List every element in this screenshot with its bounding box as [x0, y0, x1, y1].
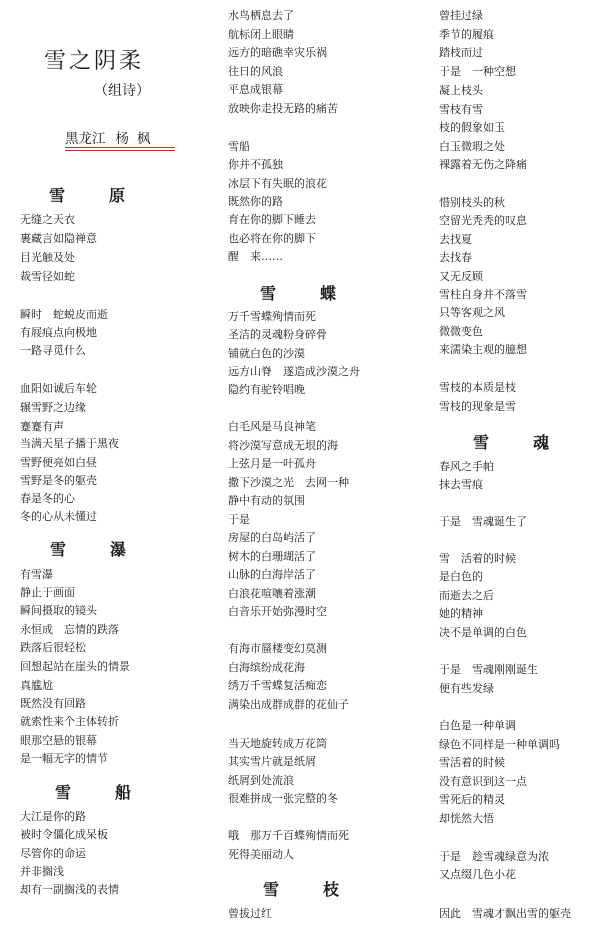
poem-line: 冬的心从未懂过 — [20, 510, 97, 523]
section-heading-xuechuan: 雪 船 — [55, 783, 146, 802]
poem-line: 跌落后很轻松 — [20, 641, 86, 654]
author-name-second: 枫 — [137, 131, 151, 147]
poem-line: 放映你走投无路的痛苦 — [228, 102, 338, 115]
poem-line: 被时令僵化成呆板 — [20, 828, 108, 841]
poem-line: 山脉的白海岸活了 — [228, 568, 316, 581]
poem-line: 决不是单调的白色 — [439, 626, 527, 639]
poem-line: 纸屑到处流浪 — [228, 774, 294, 787]
poem-line: 绣万千雪蝶复活痴恋 — [228, 679, 327, 692]
section-heading-xuezhi: 雪 枝 — [263, 880, 354, 899]
poem-line: 她的精神 — [439, 607, 483, 620]
poem-line: 曾拔过红 — [228, 907, 272, 920]
section-heading-xuehun: 雪 魂 — [473, 433, 564, 452]
poem-line: 雪野是冬的躯壳 — [20, 474, 97, 487]
poem-line: 尽管你的命运 — [20, 847, 86, 860]
poem-line: 蹇蹇有声 — [20, 420, 64, 433]
poem-line: 惜别枝头的秋 — [439, 196, 505, 209]
poem-line: 眼那空悬的银幕 — [20, 734, 97, 747]
section-heading-xuepu: 雪 瀑 — [50, 540, 141, 559]
poem-line: 白音乐开始弥漫时空 — [228, 605, 327, 618]
poem-line: 大江是你的路 — [20, 810, 86, 823]
poem-line: 辗雪野之边缘 — [20, 401, 86, 414]
poem-line: 裸露着无伤之降痛 — [439, 158, 527, 171]
poem-line: 微微变色 — [439, 325, 483, 338]
poem-line: 白玉微瑕之处 — [439, 140, 505, 153]
poem-line: 雪野便亮如白昼 — [20, 456, 97, 469]
poem-line: 雪活着的时候 — [439, 756, 505, 769]
poem-line: 季节的履痕 — [439, 28, 494, 41]
poem-line: 隐约有驼铃唱晚 — [228, 383, 305, 396]
poem-line: 却恍然大悟 — [439, 812, 494, 825]
poem-line: 万千雪蝶殉情而死 — [228, 310, 316, 323]
poem-line: 踏枝而过 — [439, 46, 483, 59]
author-name-first: 杨 — [115, 131, 129, 147]
poem-line: 绿色不同样是一种单调吗 — [439, 738, 560, 751]
poem-line: 白毛风是马良神笔 — [228, 420, 316, 433]
poem-line: 却有一副搁浅的表情 — [20, 883, 119, 896]
poem-line: 远方山脊 遂造成沙漠之舟 — [228, 365, 360, 378]
poem-subtitle: （组诗） — [94, 83, 150, 99]
author-byline — [65, 127, 173, 147]
poem-line: 有雪瀑 — [20, 568, 53, 581]
poem-line: 春是冬的心 — [20, 492, 75, 505]
poem-line: 又点缀几色小花 — [439, 868, 516, 881]
poem-line: 枝的假象如玉 — [439, 121, 505, 134]
poem-line: 白色是一种单调 — [439, 719, 516, 732]
poem-line: 于是 一种空想 — [439, 65, 516, 78]
poem-line: 就索性来个主体转折 — [20, 715, 119, 728]
poem-line: 平息成银幕 — [228, 83, 283, 96]
poem-line: 是一幅无字的情节 — [20, 752, 108, 765]
poem-line: 既然没有回路 — [20, 697, 86, 710]
poem-line: 于是 雪魂诞生了 — [439, 515, 527, 528]
poem-line: 裁雪径如蛇 — [20, 270, 75, 283]
poem-line: 既然你的路 — [228, 195, 283, 208]
poem-line: 醒 来…… — [228, 250, 283, 263]
poem-line: 于是 趁雪魂绿意为浓 — [439, 850, 549, 863]
poem-line: 裹藏言如隐禅意 — [20, 232, 97, 245]
poem-line: 来濡染主观的臆想 — [439, 343, 527, 356]
poem-line: 满染出成群成群的花仙子 — [228, 698, 349, 711]
poem-line: 有海市蜃楼变幻莫测 — [228, 642, 327, 655]
poem-line: 其实雪片就是纸屑 — [228, 755, 316, 768]
poem-line: 房屋的白岛屿活了 — [228, 531, 316, 544]
poem-line: 一路寻觅什么 — [20, 344, 86, 357]
section-heading-xueyuan: 雪 原 — [49, 186, 140, 205]
poem-line: 目光触及处 — [20, 251, 75, 264]
poem-line: 只等客观之风 — [439, 306, 505, 319]
poem-line: 雪 活着的时候 — [439, 552, 516, 565]
poem-line: 因此 雪魂才飘出雪的躯壳 — [439, 907, 571, 920]
poem-line: 没有意识到这一点 — [439, 775, 527, 788]
author-underline-bottom — [65, 150, 175, 151]
poem-title: 雪之阴柔 — [44, 49, 145, 74]
author-underline-top — [65, 147, 175, 148]
poem-line: 回想起站在崖头的情景 — [20, 660, 130, 673]
poem-line: 于是 — [228, 513, 250, 526]
poem-line: 雪柱自身并不落雪 — [439, 288, 527, 301]
poem-line: 便有些发绿 — [439, 682, 494, 695]
poem-line: 静中有动的氛围 — [228, 494, 305, 507]
poem-line: 远方的暗礁幸灾乐祸 — [228, 46, 327, 59]
poem-line: 白浪花喧嚷着涨潮 — [228, 587, 316, 600]
poem-line: 雪枝有雪 — [439, 103, 483, 116]
poem-line: 很难拼成一张完整的冬 — [228, 792, 338, 805]
poem-line: 去找春 — [439, 251, 472, 264]
poem-line: 真尴尬 — [20, 679, 53, 692]
poem-line: 铺就白色的沙漠 — [228, 347, 305, 360]
poem-line: 有屐痕点向极地 — [20, 326, 97, 339]
poem-line: 无缝之天衣 — [20, 213, 75, 226]
poem-line: 血阳如诚后车轮 — [20, 382, 97, 395]
poem-line: 也必将在你的脚下 — [228, 232, 316, 245]
poem-line: 将沙漠写意成无垠的海 — [228, 439, 338, 452]
poem-line: 你并不孤独 — [228, 158, 283, 171]
poem-line: 圣洁的灵魂粉身碎骨 — [228, 328, 327, 341]
poem-line: 死得美丽动人 — [228, 848, 294, 861]
poem-line: 静止于画面 — [20, 586, 75, 599]
poem-line: 凝上枝头 — [439, 84, 483, 97]
poem-line: 上弦月是一叶孤舟 — [228, 457, 316, 470]
poem-line: 而逝去之后 — [439, 589, 494, 602]
poem-line: 空留光秃秃的叹息 — [439, 214, 527, 227]
poem-line: 冰层下有失眠的浪花 — [228, 177, 327, 190]
poem-line: 雪枝的本质是枝 — [439, 381, 516, 394]
poem-line: 往日的风浪 — [228, 65, 283, 78]
poem-line: 曾挂过绿 — [439, 9, 483, 22]
poem-line: 当天地旋转成万花筒 — [228, 737, 327, 750]
poem-line: 雪枝的现象是雪 — [439, 400, 516, 413]
poem-line: 雪死后的精灵 — [439, 793, 505, 806]
poem-line: 瞬时 蛇蜕皮而逝 — [20, 308, 108, 321]
poem-line: 哦 那万千百蝶殉情而死 — [228, 829, 349, 842]
poem-line: 雪船 — [228, 140, 250, 153]
poem-line: 白海缤纷成花海 — [228, 661, 305, 674]
poem-line: 水鸟栖息去了 — [228, 9, 294, 22]
poem-line: 又无反顾 — [439, 270, 483, 283]
poem-line: 瞬间摄取的镜头 — [20, 604, 97, 617]
poem-line: 树木的白珊瑚活了 — [228, 550, 316, 563]
poem-line: 撒下沙漠之光 去网一种 — [228, 476, 349, 489]
section-heading-xuedie: 雪 蝶 — [260, 284, 351, 303]
poem-line: 航标闭上眼睛 — [228, 28, 294, 41]
poem-line: 于是 雪魂刚刚诞生 — [439, 663, 538, 676]
poem-line: 春风之手帕 — [439, 460, 494, 473]
poem-line: 永恒成 忘情的跌落 — [20, 623, 119, 636]
poem-line: 并非搁浅 — [20, 865, 64, 878]
author-region: 黑龙江 — [65, 131, 106, 147]
poem-line: 育在你的脚下睡去 — [228, 213, 316, 226]
poem-line: 是白色的 — [439, 570, 483, 583]
poem-line: 抹去雪痕 — [439, 478, 483, 491]
poem-line: 去找夏 — [439, 233, 472, 246]
poem-line: 当满天星子播于黑夜 — [20, 437, 119, 450]
